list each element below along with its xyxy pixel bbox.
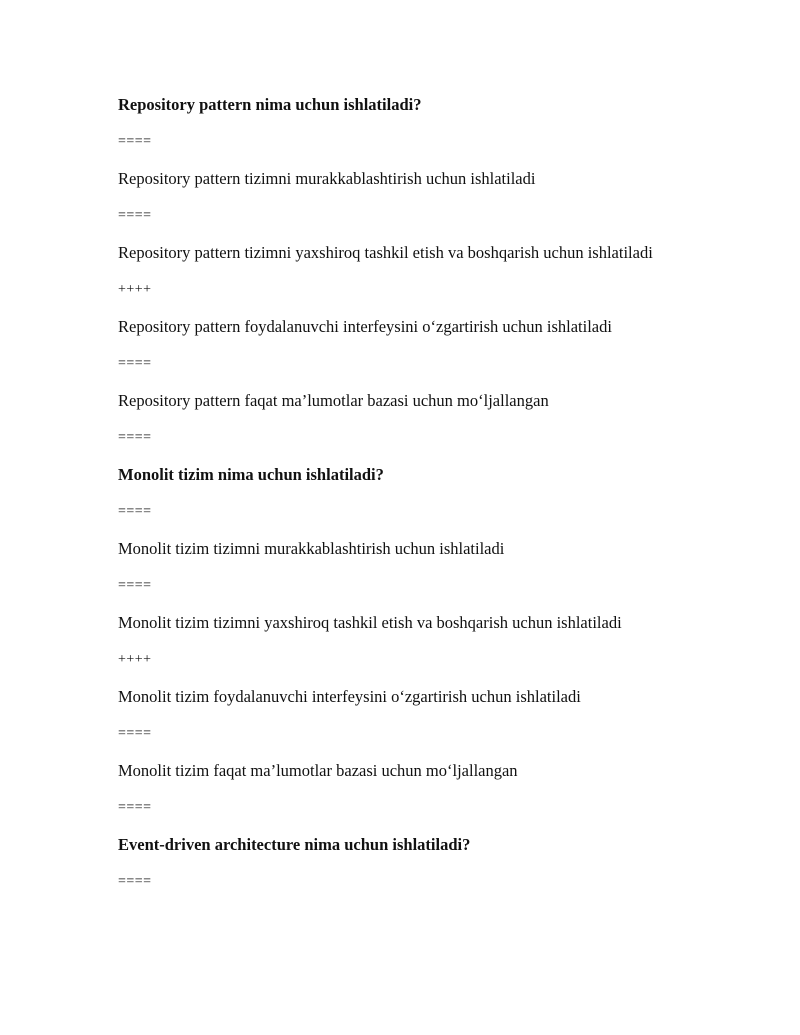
answer-option: Monolit tizim foydalanuvchi interfeysini o‘zgartirish uchun ishlatiladi [118,687,581,706]
separator-marker: ==== [118,726,152,741]
answer-option: Repository pattern tizimni yaxshiroq tashkil etish va boshqarish uchun ishlatiladi [118,243,653,262]
separator-marker: ==== [118,356,152,371]
question-title: Repository pattern nima uchun ishlatiladi? [118,95,422,114]
separator-marker: ==== [118,134,152,149]
separator-marker: ==== [118,504,152,519]
separator-marker: ==== [118,800,152,815]
answer-option: Repository pattern faqat ma’lumotlar bazasi uchun mo‘ljallangan [118,391,549,410]
separator-marker: ==== [118,430,152,445]
answer-option: Monolit tizim faqat ma’lumotlar bazasi uchun mo‘ljallangan [118,761,518,780]
question-title: Monolit tizim nima uchun ishlatiladi? [118,465,384,484]
answer-option: Monolit tizim tizimni yaxshiroq tashkil etish va boshqarish uchun ishlatiladi [118,613,622,632]
correct-marker: ++++ [118,652,152,667]
answer-option: Repository pattern tizimni murakkablashtirish uchun ishlatiladi [118,169,536,188]
separator-marker: ==== [118,208,152,223]
question-block-1 [118,93,698,463]
separator-marker: ==== [118,874,152,889]
correct-marker: ++++ [118,282,152,297]
answer-option: Monolit tizim tizimni murakkablashtirish uchun ishlatiladi [118,539,505,558]
question-block-3 [118,833,698,894]
separator-marker: ==== [118,578,152,593]
question-block-2 [118,463,698,833]
question-title: Event-driven architecture nima uchun ishlatiladi? [118,835,471,854]
answer-option: Repository pattern foydalanuvchi interfeysini o‘zgartirish uchun ishlatiladi [118,317,612,336]
document-page [118,93,698,894]
